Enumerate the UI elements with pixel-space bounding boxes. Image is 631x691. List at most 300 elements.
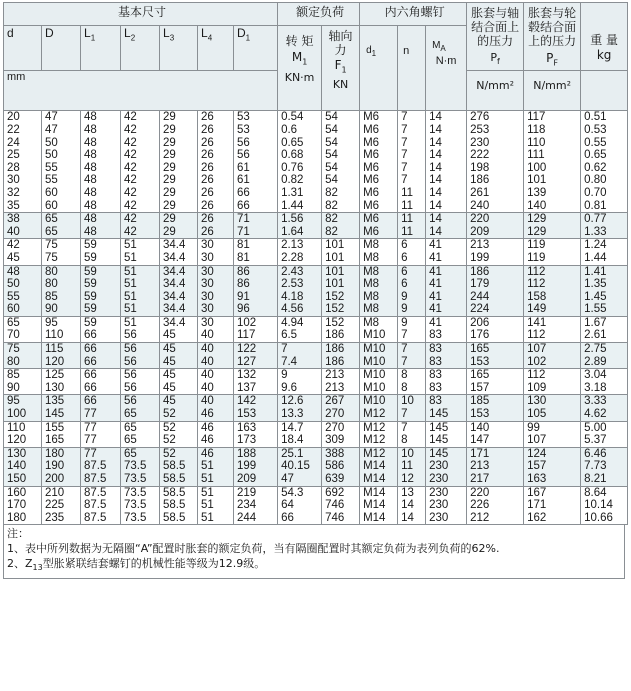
cell-value: 130 <box>45 381 65 394</box>
cell-value: 118 <box>527 123 546 136</box>
cell-value: 102 <box>527 355 547 368</box>
cell-value: 65 <box>124 408 137 421</box>
cell-value: 1.67 <box>584 316 607 329</box>
cell-value: 109 <box>527 381 547 394</box>
cell-value: 119 <box>527 239 546 252</box>
cell-value: 162 <box>527 511 547 524</box>
cell-value: 59 <box>84 239 97 252</box>
cell-value: 220 <box>470 213 490 226</box>
cell-value: M12 <box>363 434 386 447</box>
cell-value: 56 <box>237 136 250 149</box>
cell-value: 52 <box>163 434 176 447</box>
cell-d <box>4 343 42 369</box>
notes-line-2: 2、$Z_{13}$型胀紧联结套螺钉的机械性能等级为12.9级。 <box>7 557 266 573</box>
cell-value: 65 <box>45 213 58 226</box>
cell-value: M12 <box>363 421 386 434</box>
cell-value: 165 <box>470 369 490 382</box>
cell-value: 0.6 <box>281 123 298 136</box>
cell-value: M10 <box>363 369 386 382</box>
cell-value: 7 <box>401 161 408 174</box>
table-row-group <box>4 239 628 265</box>
cell-value: 7 <box>401 329 408 342</box>
cell-weight <box>581 421 628 447</box>
cell-value: 639 <box>325 473 345 486</box>
cell-value: 101 <box>325 239 345 252</box>
cell-screw-d1 <box>360 447 398 486</box>
cell-value: 11 <box>401 199 414 212</box>
cell-value: 35 <box>7 199 20 212</box>
cell-D <box>42 395 81 421</box>
cell-value: M14 <box>363 486 386 499</box>
cell-value: 45 <box>163 369 176 382</box>
cell-D <box>42 316 81 342</box>
cell-D1 <box>234 343 278 369</box>
cell-value: 6 <box>401 278 408 291</box>
cell-value: 2.89 <box>584 355 607 368</box>
cell-value: 9.6 <box>281 381 298 394</box>
cell-value: 153 <box>470 355 490 368</box>
cell-value: 91 <box>237 290 250 303</box>
cell-value: 261 <box>470 186 490 199</box>
header-col-D1: $D_1$ <box>234 26 278 71</box>
cell-value: 101 <box>527 174 547 187</box>
cell-shaft-pressure <box>467 265 524 316</box>
cell-value: 171 <box>527 499 547 512</box>
cell-value: 2.43 <box>281 265 304 278</box>
cell-L1 <box>81 111 121 213</box>
cell-value: 107 <box>527 343 547 356</box>
cell-value: 87.5 <box>84 511 107 524</box>
weight-unit: kg <box>596 48 612 62</box>
cell-value: 38 <box>7 213 20 226</box>
cell-value: 7 <box>401 123 408 136</box>
cell-value: 50 <box>45 136 58 149</box>
cell-value: 45 <box>7 251 20 264</box>
cell-value: 47 <box>281 473 294 486</box>
cell-L4 <box>198 213 234 239</box>
cell-value: M12 <box>363 408 386 421</box>
cell-value: 80 <box>45 278 58 291</box>
cell-screw-n <box>398 111 426 213</box>
cell-shaft-pressure <box>467 421 524 447</box>
header-weight <box>581 3 628 71</box>
cell-screw-n <box>398 265 426 316</box>
header-group-row <box>4 3 628 26</box>
cell-value: 14 <box>429 123 442 136</box>
cell-d <box>4 369 42 395</box>
cell-axial <box>322 213 360 239</box>
cell-value: 51 <box>124 290 137 303</box>
cell-value: 29 <box>163 225 176 238</box>
cell-value: 141 <box>527 316 547 329</box>
cell-torque <box>278 239 322 265</box>
cell-screw-MA <box>426 395 467 421</box>
cell-value: 14 <box>429 199 442 212</box>
cell-D1 <box>234 316 278 342</box>
cell-value: M10 <box>363 329 386 342</box>
cell-value: 26 <box>201 111 214 124</box>
cell-value: 61 <box>237 161 250 174</box>
cell-value: 41 <box>429 290 442 303</box>
screw-MA-symbol: $M_A$ <box>432 40 446 53</box>
cell-value: 26 <box>201 149 214 162</box>
cell-value: 127 <box>237 355 257 368</box>
cell-L3 <box>160 343 198 369</box>
cell-value: 157 <box>527 460 547 473</box>
cell-value: 200 <box>45 473 65 486</box>
cell-screw-n <box>398 486 426 525</box>
expansion-sleeve-spec-table <box>3 2 628 525</box>
cell-L1 <box>81 265 121 316</box>
cell-value: 40 <box>201 381 214 394</box>
cell-shaft-pressure <box>467 447 524 486</box>
cell-value: 100 <box>7 408 27 421</box>
cell-value: 7 <box>401 355 408 368</box>
cell-value: 29 <box>163 174 176 187</box>
cell-axial <box>322 343 360 369</box>
cell-screw-n <box>398 213 426 239</box>
header-col-L3: $L_3$ <box>160 26 198 71</box>
cell-shaft-pressure <box>467 316 524 342</box>
cell-value: 42 <box>124 123 137 136</box>
header-hub-pressure <box>524 3 581 71</box>
cell-value: 0.82 <box>281 174 304 187</box>
cell-value: M8 <box>363 316 380 329</box>
cell-L3 <box>160 111 198 213</box>
cell-L2 <box>121 213 160 239</box>
cell-value: 55 <box>45 174 58 187</box>
cell-value: 24 <box>7 136 20 149</box>
cell-value: 14 <box>429 161 442 174</box>
cell-value: 29 <box>163 136 176 149</box>
cell-value: 5.37 <box>584 434 607 447</box>
cell-value: 56 <box>124 381 137 394</box>
cell-value: 52 <box>163 447 176 460</box>
cell-value: 29 <box>163 123 176 136</box>
header-screw-n: n <box>398 26 426 111</box>
header-col-d: d <box>4 26 42 71</box>
cell-value: 186 <box>470 174 490 187</box>
cell-axial <box>322 486 360 525</box>
cell-value: 4.56 <box>281 303 304 316</box>
cell-value: 186 <box>325 329 345 342</box>
cell-hub-pressure <box>524 486 581 525</box>
cell-value: 56 <box>124 355 137 368</box>
cell-value: 5.00 <box>584 421 607 434</box>
cell-value: 53 <box>237 111 250 124</box>
cell-L4 <box>198 447 234 486</box>
cell-value: M14 <box>363 460 386 473</box>
cell-value: 85 <box>7 369 20 382</box>
cell-value: 64 <box>281 499 294 512</box>
cell-value: 29 <box>163 213 176 226</box>
cell-hub-pressure <box>524 111 581 213</box>
cell-value: 140 <box>527 199 547 212</box>
cell-screw-MA <box>426 343 467 369</box>
cell-shaft-pressure <box>467 343 524 369</box>
cell-value: 149 <box>527 303 547 316</box>
cell-value: 90 <box>45 303 58 316</box>
cell-value: 186 <box>325 355 345 368</box>
cell-value: 45 <box>163 329 176 342</box>
cell-value: 54 <box>325 111 338 124</box>
cell-value: 180 <box>45 447 65 460</box>
cell-value: 107 <box>527 434 547 447</box>
cell-value: 22 <box>7 123 20 136</box>
cell-value: 132 <box>237 369 257 382</box>
cell-value: 152 <box>325 316 345 329</box>
cell-value: 101 <box>325 265 345 278</box>
cell-value: 25 <box>7 149 20 162</box>
cell-value: 8.64 <box>584 486 607 499</box>
cell-L2 <box>121 111 160 213</box>
cell-value: 82 <box>325 225 338 238</box>
cell-value: 42 <box>124 213 137 226</box>
cell-value: 30 <box>201 316 214 329</box>
cell-value: 14 <box>429 136 442 149</box>
cell-value: 110 <box>45 329 64 342</box>
cell-value: 29 <box>163 149 176 162</box>
cell-value: 160 <box>7 486 27 499</box>
cell-value: 40 <box>7 225 20 238</box>
header-shaft-pressure <box>467 3 524 71</box>
cell-d <box>4 213 42 239</box>
cell-value: 42 <box>124 111 137 124</box>
cell-value: 34.4 <box>163 278 186 291</box>
cell-value: 73.5 <box>124 511 147 524</box>
cell-value: 83 <box>429 343 442 356</box>
cell-L3 <box>160 213 198 239</box>
cell-screw-n <box>398 447 426 486</box>
cell-value: 77 <box>84 447 97 460</box>
cell-value: 309 <box>325 434 345 447</box>
cell-value: 48 <box>7 265 20 278</box>
table-row-group <box>4 486 628 525</box>
cell-value: M8 <box>363 290 380 303</box>
header-hex-screw: 内六角螺钉 <box>360 3 467 26</box>
cell-value: 46 <box>201 434 214 447</box>
cell-value: 157 <box>470 381 490 394</box>
cell-value: M6 <box>363 161 380 174</box>
cell-weight <box>581 265 628 316</box>
cell-value: 209 <box>237 473 257 486</box>
cell-value: 10.14 <box>584 499 613 512</box>
cell-value: 73.5 <box>124 473 147 486</box>
cell-value: 150 <box>7 473 27 486</box>
cell-value: 95 <box>45 316 58 329</box>
cell-value: 58.5 <box>163 460 186 473</box>
cell-D <box>42 111 81 213</box>
cell-axial <box>322 395 360 421</box>
cell-torque <box>278 395 322 421</box>
cell-value: 212 <box>470 511 490 524</box>
cell-value: 179 <box>470 278 490 291</box>
cell-value: 54 <box>325 123 338 136</box>
cell-value: 1.35 <box>584 278 607 291</box>
cell-d <box>4 316 42 342</box>
cell-value: 137 <box>237 381 257 394</box>
cell-value: 65 <box>7 316 20 329</box>
header-col-L2: $L_2$ <box>121 26 160 71</box>
cell-value: 120 <box>45 355 65 368</box>
cell-value: 199 <box>470 251 490 264</box>
cell-D1 <box>234 447 278 486</box>
cell-L2 <box>121 447 160 486</box>
cell-value: 86 <box>237 265 250 278</box>
cell-value: 59 <box>84 278 97 291</box>
cell-L1 <box>81 213 121 239</box>
cell-value: 11 <box>401 225 414 238</box>
cell-torque <box>278 369 322 395</box>
cell-value: 0.70 <box>584 186 607 199</box>
cell-value: 26 <box>201 161 214 174</box>
cell-value: M14 <box>363 473 386 486</box>
cell-shaft-pressure <box>467 239 524 265</box>
cell-value: 7 <box>401 136 408 149</box>
cell-value: 66 <box>84 381 97 394</box>
cell-value: 51 <box>124 265 137 278</box>
cell-value: 186 <box>470 265 490 278</box>
header-axial-force <box>322 26 360 111</box>
cell-value: 48 <box>84 136 97 149</box>
cell-value: 139 <box>527 186 547 199</box>
cell-value: 170 <box>7 499 27 512</box>
cell-value: 66 <box>84 355 97 368</box>
cell-value: 30 <box>7 174 20 187</box>
cell-value: 1.64 <box>281 225 304 238</box>
notes-title: 注： <box>7 527 29 540</box>
cell-value: 14 <box>429 149 442 162</box>
cell-value: M6 <box>363 186 380 199</box>
cell-value: 83 <box>429 381 442 394</box>
cell-screw-n <box>398 369 426 395</box>
shaft-pressure-symbol: $P_f$ <box>490 51 500 67</box>
cell-value: 1.33 <box>584 225 607 238</box>
cell-value: 270 <box>325 408 345 421</box>
cell-L2 <box>121 316 160 342</box>
cell-value: 77 <box>84 408 97 421</box>
cell-value: 171 <box>470 447 490 460</box>
cell-value: 41 <box>429 303 442 316</box>
cell-value: 220 <box>470 486 490 499</box>
cell-value: 58.5 <box>163 511 186 524</box>
cell-value: 6.5 <box>281 329 298 342</box>
cell-value: 48 <box>84 149 97 162</box>
cell-value: M6 <box>363 136 380 149</box>
cell-value: 75 <box>7 343 20 356</box>
cell-D <box>42 486 81 525</box>
cell-value: M6 <box>363 213 380 226</box>
cell-value: 61 <box>237 174 250 187</box>
cell-value: 213 <box>470 460 490 473</box>
cell-value: 51 <box>124 278 137 291</box>
cell-weight <box>581 369 628 395</box>
cell-value: 56 <box>237 149 250 162</box>
cell-torque <box>278 111 322 213</box>
hub-pressure-symbol: $P_F$ <box>546 51 559 68</box>
cell-value: 41 <box>429 278 442 291</box>
cell-value: 155 <box>45 421 65 434</box>
cell-value: 0.51 <box>584 111 607 124</box>
cell-value: 58.5 <box>163 499 186 512</box>
cell-value: 1.31 <box>281 186 304 199</box>
cell-torque <box>278 316 322 342</box>
cell-value: M10 <box>363 343 386 356</box>
cell-value: M8 <box>363 303 380 316</box>
cell-value: 86 <box>237 278 250 291</box>
cell-value: 45 <box>163 343 176 356</box>
cell-value: 746 <box>325 511 345 524</box>
cell-axial <box>322 421 360 447</box>
cell-L2 <box>121 343 160 369</box>
cell-screw-MA <box>426 447 467 486</box>
cell-torque <box>278 343 322 369</box>
cell-value: 692 <box>325 486 345 499</box>
cell-value: 59 <box>84 303 97 316</box>
cell-value: 66 <box>281 511 294 524</box>
cell-axial <box>322 447 360 486</box>
cell-value: 30 <box>201 239 214 252</box>
cell-value: 153 <box>237 408 257 421</box>
cell-value: 82 <box>325 213 338 226</box>
cell-d <box>4 486 42 525</box>
cell-screw-d1 <box>360 265 398 316</box>
cell-value: 173 <box>237 434 257 447</box>
cell-value: 224 <box>470 303 490 316</box>
cell-weight <box>581 316 628 342</box>
cell-value: 0.68 <box>281 149 304 162</box>
cell-value: 11 <box>401 213 414 226</box>
weight-label: 重 量 <box>590 33 619 47</box>
cell-value: 30 <box>201 290 214 303</box>
cell-value: 52 <box>163 408 176 421</box>
cell-value: 14 <box>429 186 442 199</box>
cell-value: 145 <box>429 447 449 460</box>
cell-value: 7 <box>401 421 408 434</box>
cell-value: 26 <box>201 225 214 238</box>
cell-value: 66 <box>84 343 97 356</box>
cell-value: 90 <box>7 381 20 394</box>
cell-value: 120 <box>7 434 27 447</box>
cell-hub-pressure <box>524 265 581 316</box>
cell-value: 71 <box>237 213 250 226</box>
cell-value: 11 <box>401 186 414 199</box>
cell-value: 244 <box>237 511 257 524</box>
cell-shaft-pressure <box>467 395 524 421</box>
cell-value: 186 <box>325 343 345 356</box>
cell-L4 <box>198 343 234 369</box>
cell-value: 226 <box>470 499 490 512</box>
cell-value: 14 <box>429 174 442 187</box>
cell-value: 0.53 <box>584 123 607 136</box>
cell-value: 2.53 <box>281 278 304 291</box>
cell-value: 51 <box>201 486 214 499</box>
cell-torque <box>278 213 322 239</box>
cell-D <box>42 239 81 265</box>
cell-value: 125 <box>45 369 65 382</box>
cell-value: 41 <box>429 265 442 278</box>
table-row-group <box>4 395 628 421</box>
cell-value: 153 <box>470 408 490 421</box>
cell-D <box>42 447 81 486</box>
cell-value: 60 <box>45 186 58 199</box>
cell-value: 163 <box>237 421 257 434</box>
cell-value: 41 <box>429 251 442 264</box>
cell-value: 26 <box>201 199 214 212</box>
cell-value: 26 <box>201 186 214 199</box>
cell-value: 142 <box>237 395 257 408</box>
cell-value: 29 <box>163 111 176 124</box>
